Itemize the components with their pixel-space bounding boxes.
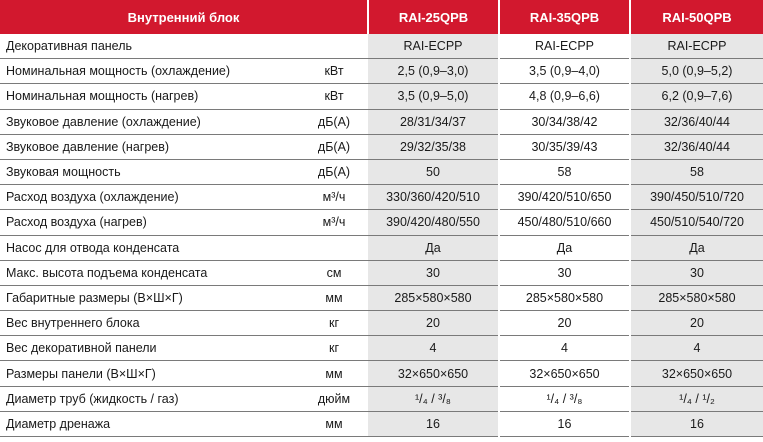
table-row xyxy=(0,260,763,285)
param-name: Номинальная мощность (охлаждение) xyxy=(0,59,300,84)
table-header-row xyxy=(0,0,763,34)
value-cell: 30 xyxy=(630,260,763,285)
value-cell: Да xyxy=(368,235,499,260)
param-name: Звуковое давление (охлаждение) xyxy=(0,109,300,134)
table-row xyxy=(0,336,763,361)
value-cell: 32×650×650 xyxy=(630,361,763,386)
value-cell: 450/510/540/720 xyxy=(630,210,763,235)
table-row xyxy=(0,235,763,260)
value-cell: 285×580×580 xyxy=(499,285,630,310)
value-cell: 20 xyxy=(499,311,630,336)
value-cell: ¹/₄ / ³/₈ xyxy=(499,386,630,411)
value-cell: 390/420/510/650 xyxy=(499,185,630,210)
param-name: Диаметр труб (жидкость / газ) xyxy=(0,386,300,411)
param-unit: м³/ч xyxy=(300,185,368,210)
param-name: Насос для отвода конденсата xyxy=(0,235,300,260)
param-name: Номинальная мощность (нагрев) xyxy=(0,84,300,109)
value-cell: ¹/₄ / ¹/₂ xyxy=(630,386,763,411)
value-cell: RAI-ECPP xyxy=(368,34,499,59)
param-unit: м³/ч xyxy=(300,210,368,235)
table-row xyxy=(0,109,763,134)
param-unit: кВт xyxy=(300,84,368,109)
value-cell: 30 xyxy=(368,260,499,285)
value-cell: 29/32/35/38 xyxy=(368,134,499,159)
value-cell: 32/36/40/44 xyxy=(630,109,763,134)
value-cell: 32/36/40/44 xyxy=(630,134,763,159)
param-unit: дБ(А) xyxy=(300,109,368,134)
value-cell: 58 xyxy=(630,159,763,184)
value-cell: 20 xyxy=(630,311,763,336)
value-cell: 285×580×580 xyxy=(368,285,499,310)
value-cell: 285×580×580 xyxy=(630,285,763,310)
table-row xyxy=(0,210,763,235)
value-cell: ¹/₄ / ³/₈ xyxy=(368,386,499,411)
param-unit: см xyxy=(300,260,368,285)
param-name: Звуковое давление (нагрев) xyxy=(0,134,300,159)
header-model: RAI-35QPB xyxy=(499,0,630,34)
table-row xyxy=(0,185,763,210)
table-row xyxy=(0,386,763,411)
table-row xyxy=(0,134,763,159)
header-model: RAI-50QPB xyxy=(630,0,763,34)
param-name: Диаметр дренажа xyxy=(0,411,300,436)
param-unit: мм xyxy=(300,361,368,386)
value-cell: 32×650×650 xyxy=(368,361,499,386)
value-cell: 390/450/510/720 xyxy=(630,185,763,210)
param-unit: дБ(А) xyxy=(300,134,368,159)
value-cell: RAI-ECPP xyxy=(630,34,763,59)
value-cell: 50 xyxy=(368,159,499,184)
value-cell: 2,5 (0,9–3,0) xyxy=(368,59,499,84)
param-unit: мм xyxy=(300,285,368,310)
table-row xyxy=(0,361,763,386)
value-cell: RAI-ECPP xyxy=(499,34,630,59)
param-name: Расход воздуха (нагрев) xyxy=(0,210,300,235)
table-row xyxy=(0,84,763,109)
value-cell: 30/34/38/42 xyxy=(499,109,630,134)
value-cell: 3,5 (0,9–4,0) xyxy=(499,59,630,84)
value-cell: 330/360/420/510 xyxy=(368,185,499,210)
table-row xyxy=(0,285,763,310)
table-row xyxy=(0,411,763,436)
param-name: Габаритные размеры (В×Ш×Г) xyxy=(0,285,300,310)
table-row xyxy=(0,159,763,184)
value-cell: Да xyxy=(630,235,763,260)
table-row xyxy=(0,311,763,336)
param-name: Звуковая мощность xyxy=(0,159,300,184)
value-cell: 28/31/34/37 xyxy=(368,109,499,134)
value-cell: Да xyxy=(499,235,630,260)
value-cell: 3,5 (0,9–5,0) xyxy=(368,84,499,109)
value-cell: 30/35/39/43 xyxy=(499,134,630,159)
value-cell: 20 xyxy=(368,311,499,336)
value-cell: 5,0 (0,9–5,2) xyxy=(630,59,763,84)
value-cell: 6,2 (0,9–7,6) xyxy=(630,84,763,109)
param-unit xyxy=(300,34,368,59)
param-unit xyxy=(300,235,368,260)
value-cell: 16 xyxy=(368,411,499,436)
param-unit: кг xyxy=(300,311,368,336)
value-cell: 450/480/510/660 xyxy=(499,210,630,235)
param-name: Расход воздуха (охлаждение) xyxy=(0,185,300,210)
param-unit: кг xyxy=(300,336,368,361)
header-model: RAI-25QPB xyxy=(368,0,499,34)
value-cell: 16 xyxy=(499,411,630,436)
param-name: Декоративная панель xyxy=(0,34,300,59)
header-title: Внутренний блок xyxy=(0,0,368,34)
value-cell: 4 xyxy=(630,336,763,361)
param-name: Вес внутреннего блока xyxy=(0,311,300,336)
value-cell: 58 xyxy=(499,159,630,184)
value-cell: 16 xyxy=(630,411,763,436)
value-cell: 32×650×650 xyxy=(499,361,630,386)
param-unit: мм xyxy=(300,411,368,436)
value-cell: 390/420/480/550 xyxy=(368,210,499,235)
value-cell: 4 xyxy=(499,336,630,361)
table-row xyxy=(0,34,763,59)
param-name: Вес декоративной панели xyxy=(0,336,300,361)
param-name: Размеры панели (В×Ш×Г) xyxy=(0,361,300,386)
table-row xyxy=(0,59,763,84)
param-unit: дюйм xyxy=(300,386,368,411)
param-name: Макс. высота подъема конденсата xyxy=(0,260,300,285)
param-unit: дБ(А) xyxy=(300,159,368,184)
param-unit: кВт xyxy=(300,59,368,84)
value-cell: 4,8 (0,9–6,6) xyxy=(499,84,630,109)
value-cell: 30 xyxy=(499,260,630,285)
value-cell: 4 xyxy=(368,336,499,361)
